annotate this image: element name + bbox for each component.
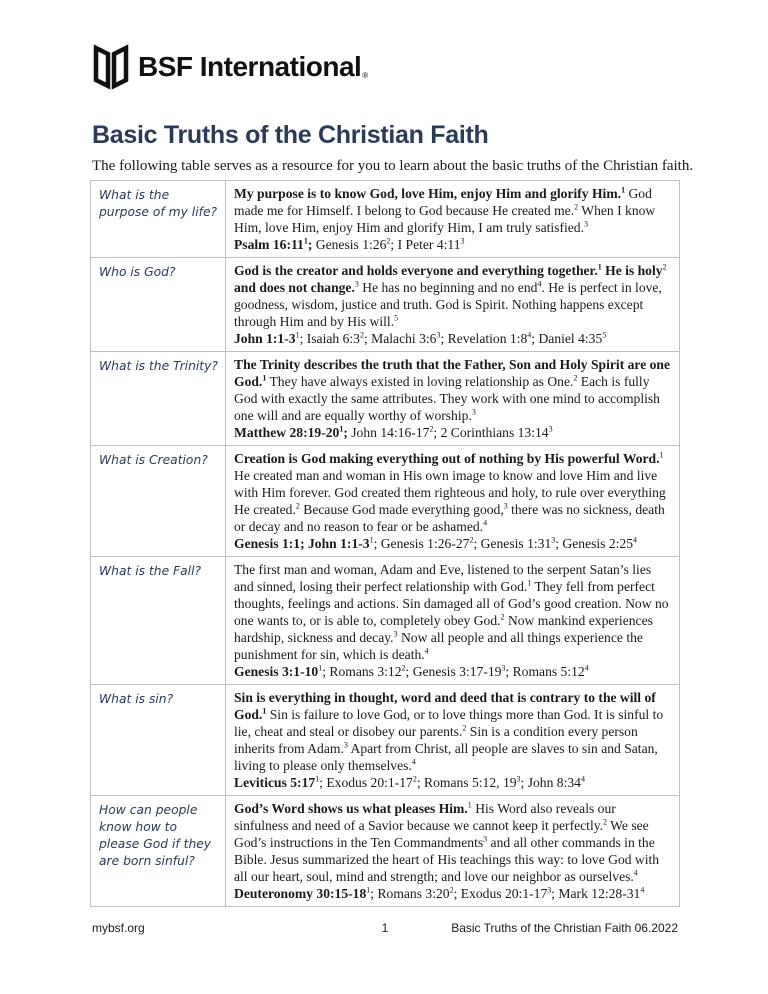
answer-text: Sin is a condition every person inherits from Adam.	[234, 724, 638, 756]
answer-cell	[226, 181, 680, 258]
answer-text: ; Malachi 3:6	[363, 331, 437, 346]
answer-text: ; Romans 3:20	[370, 886, 450, 901]
question-cell: What is sin?	[91, 685, 226, 796]
table-row	[91, 258, 680, 352]
answer-cell	[226, 557, 680, 685]
answer-text: We see God’s instructions in the Ten Commandments	[234, 818, 649, 850]
footnote-marker: 4	[584, 663, 589, 673]
answer-text: Because God made everything good,	[299, 502, 504, 517]
answer-text: ; Romans 5:12, 19	[416, 775, 517, 790]
answer-text: Genesis 1:26	[312, 237, 387, 252]
footnote-marker: 1	[262, 706, 267, 716]
footnote-marker: 3	[460, 236, 465, 246]
footnote-marker: 3	[551, 535, 556, 545]
answer-text: He created man and woman in His own image to know and love Him and live with Him forever. God created them righteous and holy, to rule over everything He created.	[234, 468, 666, 517]
question-cell: How can people know how to please God if they are born sinful?	[91, 796, 226, 907]
footnote-marker: 1	[527, 578, 532, 588]
page-number: 1	[381, 921, 389, 935]
answer-text: ; Exodus 20:1-17	[453, 886, 548, 901]
answer-text: ; Daniel 4:35	[531, 331, 603, 346]
bold-text: My purpose is to know God, love Him, enjoy Him and glorify Him.	[234, 186, 622, 201]
intro-paragraph: The following table serves as a resource for you to learn about the basic truths of the Christian faith.	[92, 158, 694, 174]
footnote-marker: 1	[295, 330, 300, 340]
bold-text: John 1:1-3	[234, 331, 296, 346]
bold-text: He is holy	[601, 263, 663, 278]
footnote-marker: 2	[359, 330, 364, 340]
footnote-marker: 2	[386, 236, 391, 246]
footnote-marker: 2	[295, 501, 300, 511]
footnote-marker: 2	[573, 373, 578, 383]
bold-text: ;	[343, 425, 348, 440]
bold-text: Deuteronomy 30:15-18	[234, 886, 367, 901]
footnote-marker: 2	[469, 535, 474, 545]
answer-text: there was no sickness, death or decay and no reason to fear or be ashamed.	[234, 502, 665, 534]
answer-text: ; Revelation 1:8	[440, 331, 528, 346]
footer-website: mybsf.org	[92, 921, 145, 935]
footnote-marker: 4	[580, 774, 585, 784]
registered-mark: ®	[362, 71, 369, 80]
footnote-marker: 2	[462, 723, 467, 733]
bold-text: God’s Word shows us what pleases Him.	[234, 801, 468, 816]
answer-text: Apart from Christ, all people are slaves to sin and Satan, living to please only themselves.	[234, 741, 658, 773]
answer-text: Sin is failure to love God, or to love things more than God. It is sinful to lie, cheat and steal or disobey our parents.	[234, 707, 664, 739]
question-cell: What is the purpose of my life?	[91, 181, 226, 258]
answer-text: ; I Peter 4:11	[390, 237, 461, 252]
answer-text: and all other commands in the Bible. Jesus summarized the heart of His teachings this way: to love God with all our heart, soul, mind and strength; and love our neighbor as ourselves.	[234, 835, 660, 884]
bold-text: Sin is everything in thought, word and deed that is contrary to the will of God.	[234, 690, 656, 722]
bold-text: God is the creator and holds everyone and everything together.	[234, 263, 598, 278]
question-cell: What is Creation?	[91, 446, 226, 557]
footnote-marker: 1	[339, 424, 344, 434]
answer-text: Each is fully God with exactly the same attributes. They work with one mind to accomplish one will and are equally worthy of worship.	[234, 374, 660, 423]
footnote-marker: 1	[303, 236, 308, 246]
footnote-marker: 2	[662, 262, 667, 272]
footnote-marker: 5	[394, 313, 399, 323]
answer-text: His Word also reveals our sinfulness and need of a Savior because we cannot keep it perfectly.	[234, 801, 616, 833]
footnote-marker: 1	[262, 373, 267, 383]
bold-text: Psalm 16:11	[234, 237, 304, 252]
footnote-marker: 1	[621, 185, 626, 195]
logo-wordmark: BSF International	[138, 51, 362, 82]
answer-text: They have always existed in loving relationship as One.	[266, 374, 574, 389]
footnote-marker: 2	[429, 424, 434, 434]
question-cell: What is the Trinity?	[91, 352, 226, 446]
footnote-marker: 4	[640, 885, 645, 895]
answer-text: ; Romans 3:12	[322, 664, 402, 679]
footnote-marker: 1	[597, 262, 602, 272]
answer-text: They fell from perfect thoughts, feelings and actions. Sin damaged all of God’s good creation. Now no one wants to, or is able to, completely obey God.	[234, 579, 669, 628]
footnote-marker: 2	[449, 885, 454, 895]
page-footer	[92, 921, 678, 935]
footnote-marker: 4	[411, 757, 416, 767]
bold-text: Leviticus 5:17	[234, 775, 316, 790]
answer-text: He has no beginning and no end	[358, 280, 538, 295]
answer-text: ; John 8:34	[520, 775, 581, 790]
answer-text: Now all people and all things experience the punishment for sin, which is death.	[234, 630, 643, 662]
answer-text: John 14:16-17	[347, 425, 430, 440]
answer-text: ; Genesis 1:26-27	[373, 536, 470, 551]
bold-text: ;	[307, 237, 313, 252]
bsf-logo	[92, 44, 368, 90]
footnote-marker: 3	[471, 407, 476, 417]
footnote-marker: 1	[366, 885, 371, 895]
footnote-marker: 3	[393, 629, 398, 639]
table-row	[91, 685, 680, 796]
answer-text: The first man and woman, Adam and Eve, listened to the serpent Satan’s lies and sinned, losing their perfect relationship with God.	[234, 562, 652, 594]
footnote-marker: 3	[343, 740, 348, 750]
footnote-marker: 3	[436, 330, 441, 340]
footnote-marker: 2	[401, 663, 406, 673]
answer-text: ; Mark 12:28-31	[551, 886, 641, 901]
table-row	[91, 557, 680, 685]
footnote-marker: 4	[483, 518, 488, 528]
footnote-marker: 4	[633, 868, 638, 878]
footnote-marker: 5	[602, 330, 607, 340]
bold-text: Genesis 1:1; John 1:1-3	[234, 536, 370, 551]
question-cell: What is the Fall?	[91, 557, 226, 685]
footnote-marker: 1	[315, 774, 320, 784]
footnote-marker: 3	[547, 885, 552, 895]
answer-cell	[226, 258, 680, 352]
bold-text: Matthew 28:19-20	[234, 425, 340, 440]
answer-text: ; 2 Corinthians 13:14	[433, 425, 549, 440]
bold-text: and does not change.	[234, 280, 355, 295]
footnote-marker: 3	[548, 424, 553, 434]
footnote-marker: 1	[369, 535, 374, 545]
footnote-marker: 4	[633, 535, 638, 545]
footnote-marker: 2	[574, 202, 579, 212]
footnote-marker: 1	[318, 663, 323, 673]
footnote-marker: 2	[500, 612, 505, 622]
answer-text: Now mankind experiences hardship, sickness and decay.	[234, 613, 653, 645]
footnote-marker: 1	[659, 450, 664, 460]
page-title: Basic Truths of the Christian Faith	[92, 121, 489, 149]
answer-text: ; Genesis 1:31	[473, 536, 552, 551]
footnote-marker: 3	[483, 834, 488, 844]
table-row	[91, 446, 680, 557]
answer-text: . He is perfect in love, goodness, wisdom, justice and truth. God is Spirit. Nothing happens except through Him and by His will.	[234, 280, 662, 329]
footnote-marker: 4	[527, 330, 532, 340]
table-row	[91, 352, 680, 446]
answer-text: ; Exodus 20:1-17	[319, 775, 413, 790]
bold-text: Creation is God making everything out of nothing by His powerful Word.	[234, 451, 660, 466]
answer-text: ; Isaiah 6:3	[299, 331, 360, 346]
bold-text: Genesis 3:1-10	[234, 664, 319, 679]
table-row	[91, 181, 680, 258]
footnote-marker: 3	[354, 279, 359, 289]
answer-text: ; Genesis 2:25	[555, 536, 634, 551]
answer-cell	[226, 796, 680, 907]
footnote-marker: 1	[467, 800, 472, 810]
table-row	[91, 796, 680, 907]
answer-text: When I know Him, love Him, enjoy Him and glorify Him, I am truly satisfied.	[234, 203, 656, 235]
answer-cell	[226, 685, 680, 796]
footer-document-name: Basic Truths of the Christian Faith 06.2022	[451, 921, 678, 935]
open-book-icon	[92, 44, 130, 90]
question-cell: Who is God?	[91, 258, 226, 352]
answer-text: ; Romans 5:12	[505, 664, 585, 679]
answer-text: God made me for Himself. I belong to God because He created me.	[234, 186, 652, 218]
answer-text: ; Genesis 3:17-19	[405, 664, 502, 679]
footnote-marker: 3	[516, 774, 521, 784]
basic-truths-table	[90, 180, 680, 907]
footnote-marker: 4	[424, 646, 429, 656]
footnote-marker: 2	[603, 817, 608, 827]
footnote-marker: 4	[537, 279, 542, 289]
footnote-marker: 3	[501, 663, 506, 673]
bold-text: The Trinity describes the truth that the Father, Son and Holy Spirit are one God.	[234, 357, 671, 389]
answer-cell	[226, 446, 680, 557]
footnote-marker: 3	[503, 501, 508, 511]
answer-cell	[226, 352, 680, 446]
footnote-marker: 2	[412, 774, 417, 784]
footnote-marker: 3	[584, 219, 588, 229]
